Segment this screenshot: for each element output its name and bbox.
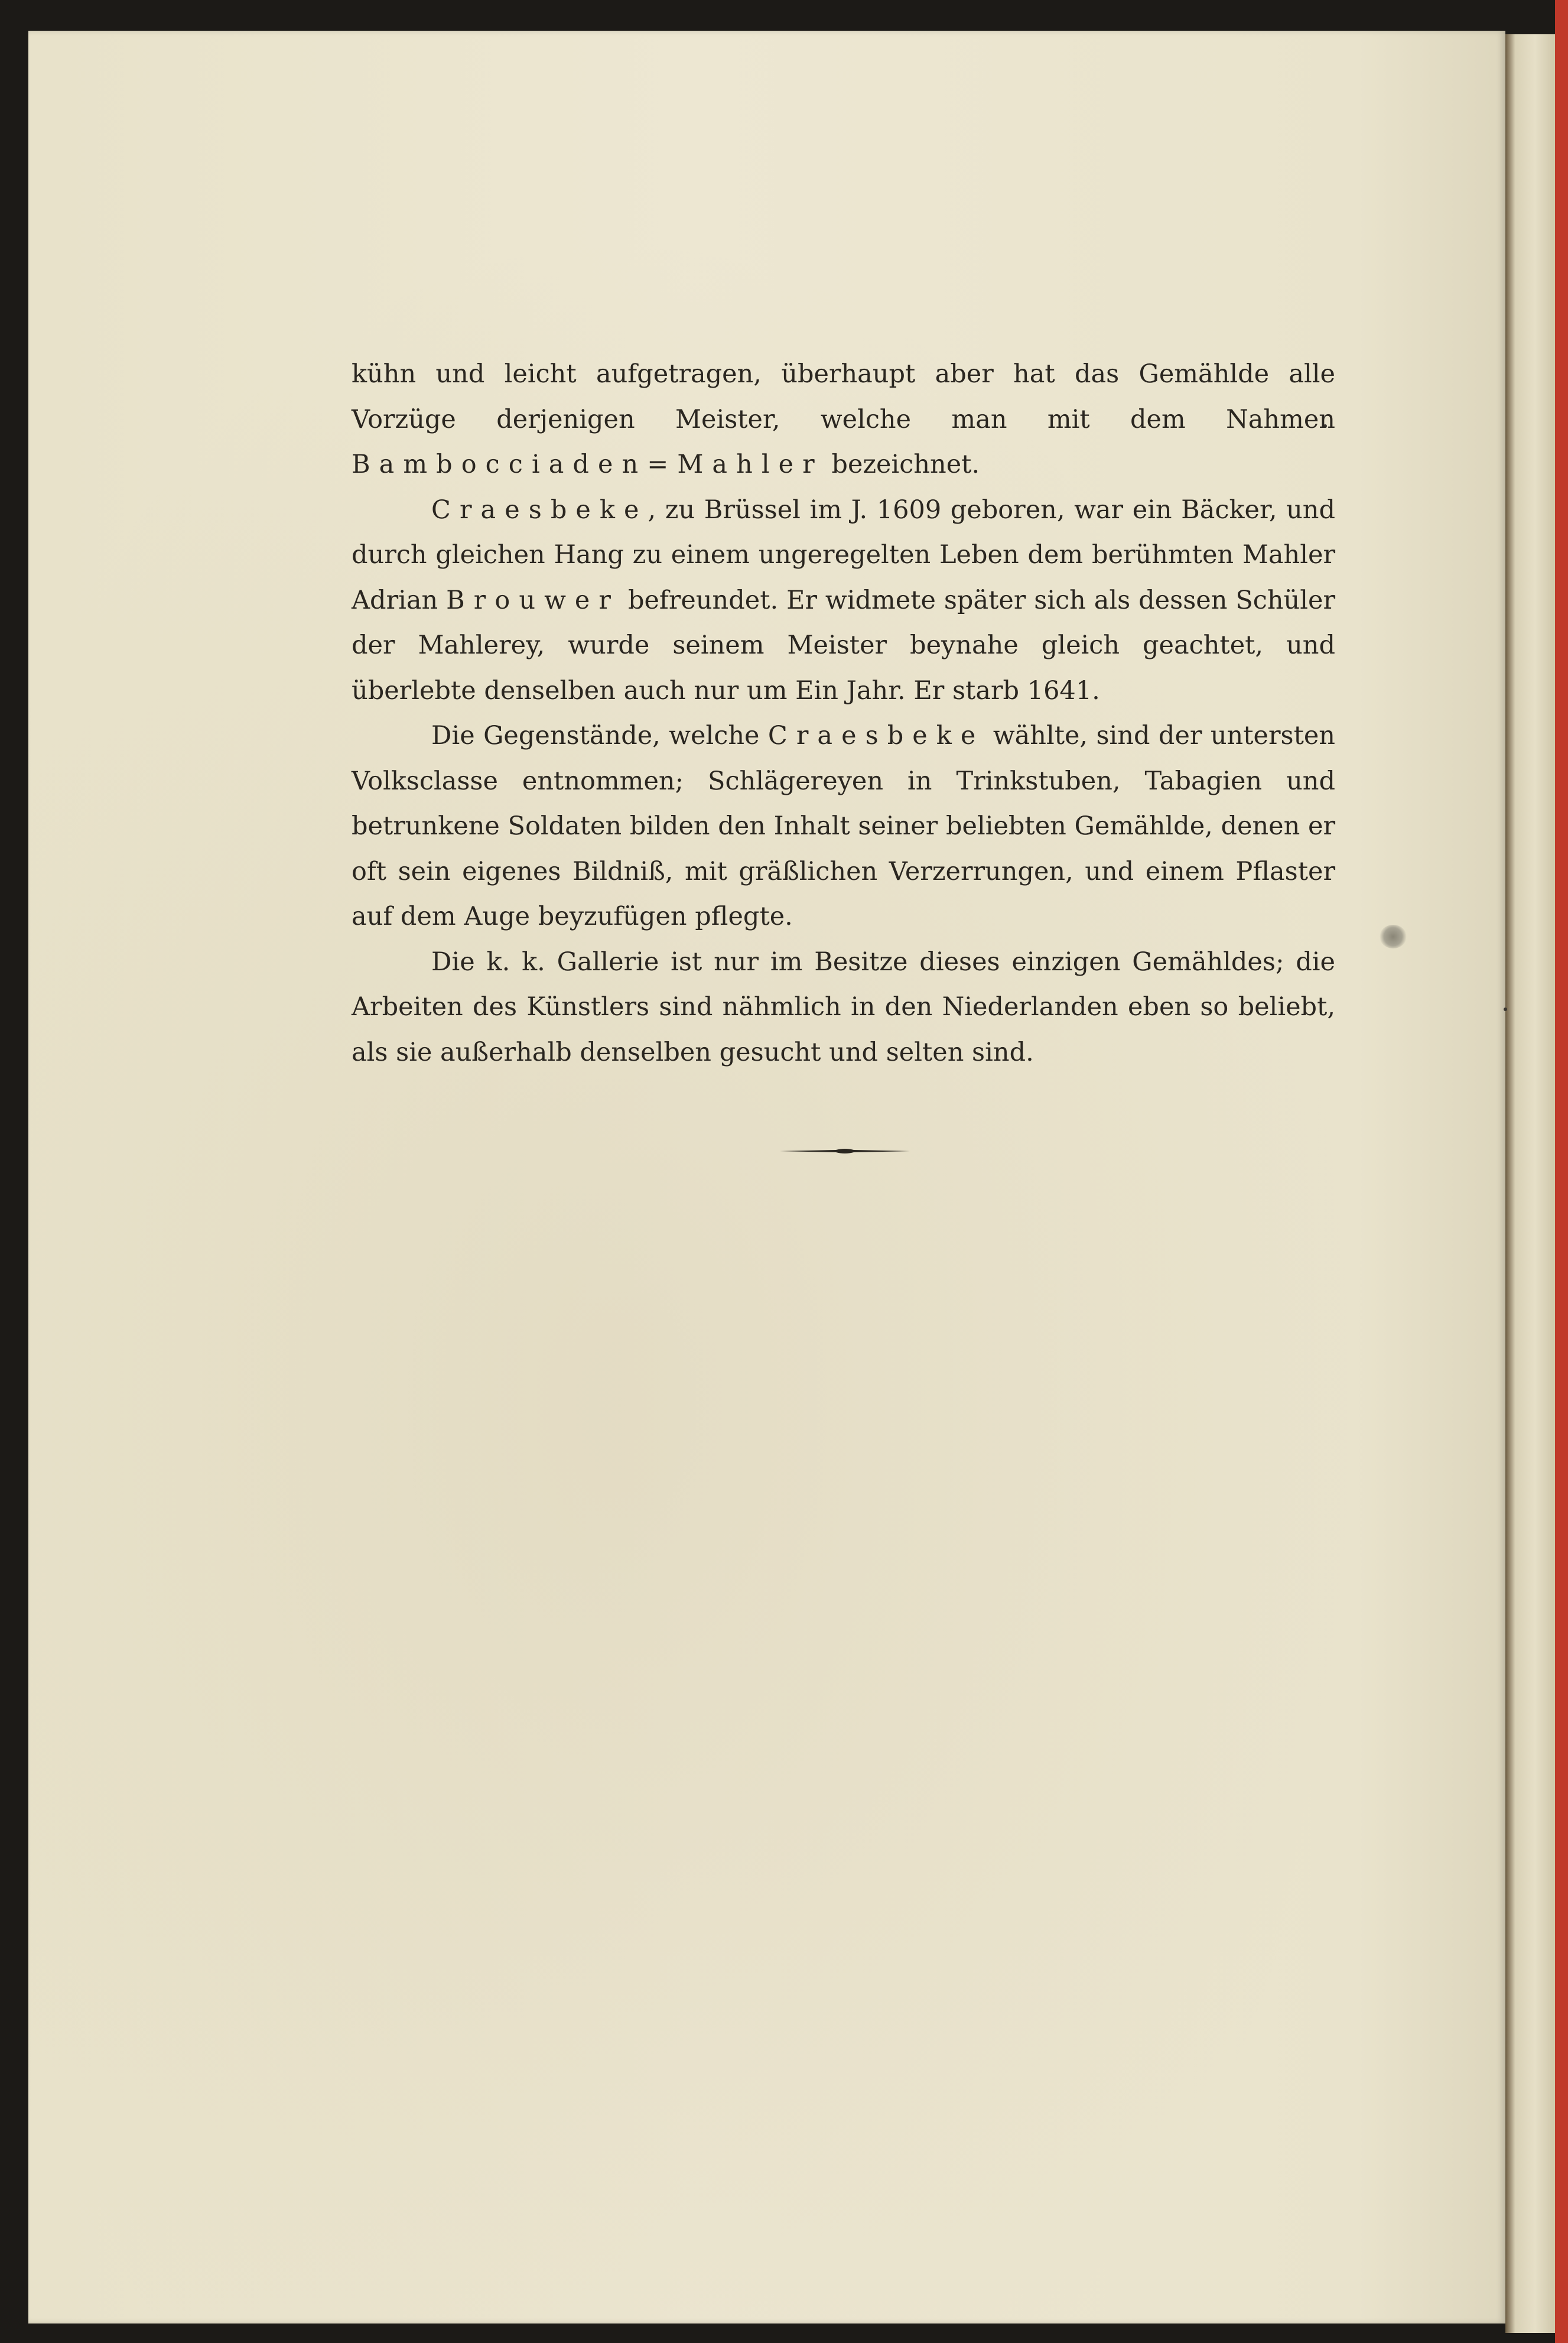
text-segment: befreundet. Er widmete später sich als dessen Schüler der Mahlerey, wurde seinem Meister beynahe gleich geachtet, und überlebte denselben auch nur um Ein Jahr. Er starb 1641. <box>352 585 1335 706</box>
edge-marker <box>1555 0 1568 2343</box>
spaced-name: Bambocciaden=Mahler <box>352 450 824 479</box>
spaced-name: Craesbeke <box>431 495 648 525</box>
text-segment: wählte, sind der untersten Volksclasse entnommen; Schlägereyen in Trinkstuben, Tabagien und betrunkene Soldaten bilden den Inhalt seiner beliebten Gemählde, denen er oft sein eigenes Bildniß, mit gräßlichen Verzerrungen, und einem Pflaster auf dem Auge beyzufügen pflegte. <box>352 721 1335 931</box>
paper-stain <box>1380 925 1407 948</box>
paragraph <box>352 940 1335 1075</box>
spaced-name: Brouwer <box>446 585 620 615</box>
tapered-rule-ornament <box>780 1146 910 1156</box>
text-segment: bezeichnet. <box>823 450 980 479</box>
text-segment: kühn und leicht aufgetragen, überhaupt aber hat das Gemählde alle Vorzüge derjenigen Meister, welche man mit dem Nahmen <box>352 359 1335 434</box>
spaced-name: Craesbeke <box>767 721 985 750</box>
body-text <box>352 352 1335 1075</box>
paragraph <box>352 488 1335 714</box>
text-segment: Die k. k. Gallerie ist nur im Besitze dieses einzigen Gemähldes; die Arbeiten des Künstlers sind nähmlich in den Niederlanden eben so beliebt, als sie außerhalb denselben gesucht und selten sind. <box>352 947 1335 1067</box>
text-segment: Die Gegenstände, welche <box>431 721 768 750</box>
ink-speck <box>1504 1008 1507 1011</box>
paragraph <box>352 352 1335 488</box>
paragraph <box>352 713 1335 940</box>
text-segment: , zu Brüssel im J. 1609 geboren, war ein Bäcker, und durch gleichen Hang zu einem ungeregelten Leben dem berühmten Mahler Adrian <box>352 495 1335 615</box>
page-edge-strip <box>1505 34 1555 2333</box>
